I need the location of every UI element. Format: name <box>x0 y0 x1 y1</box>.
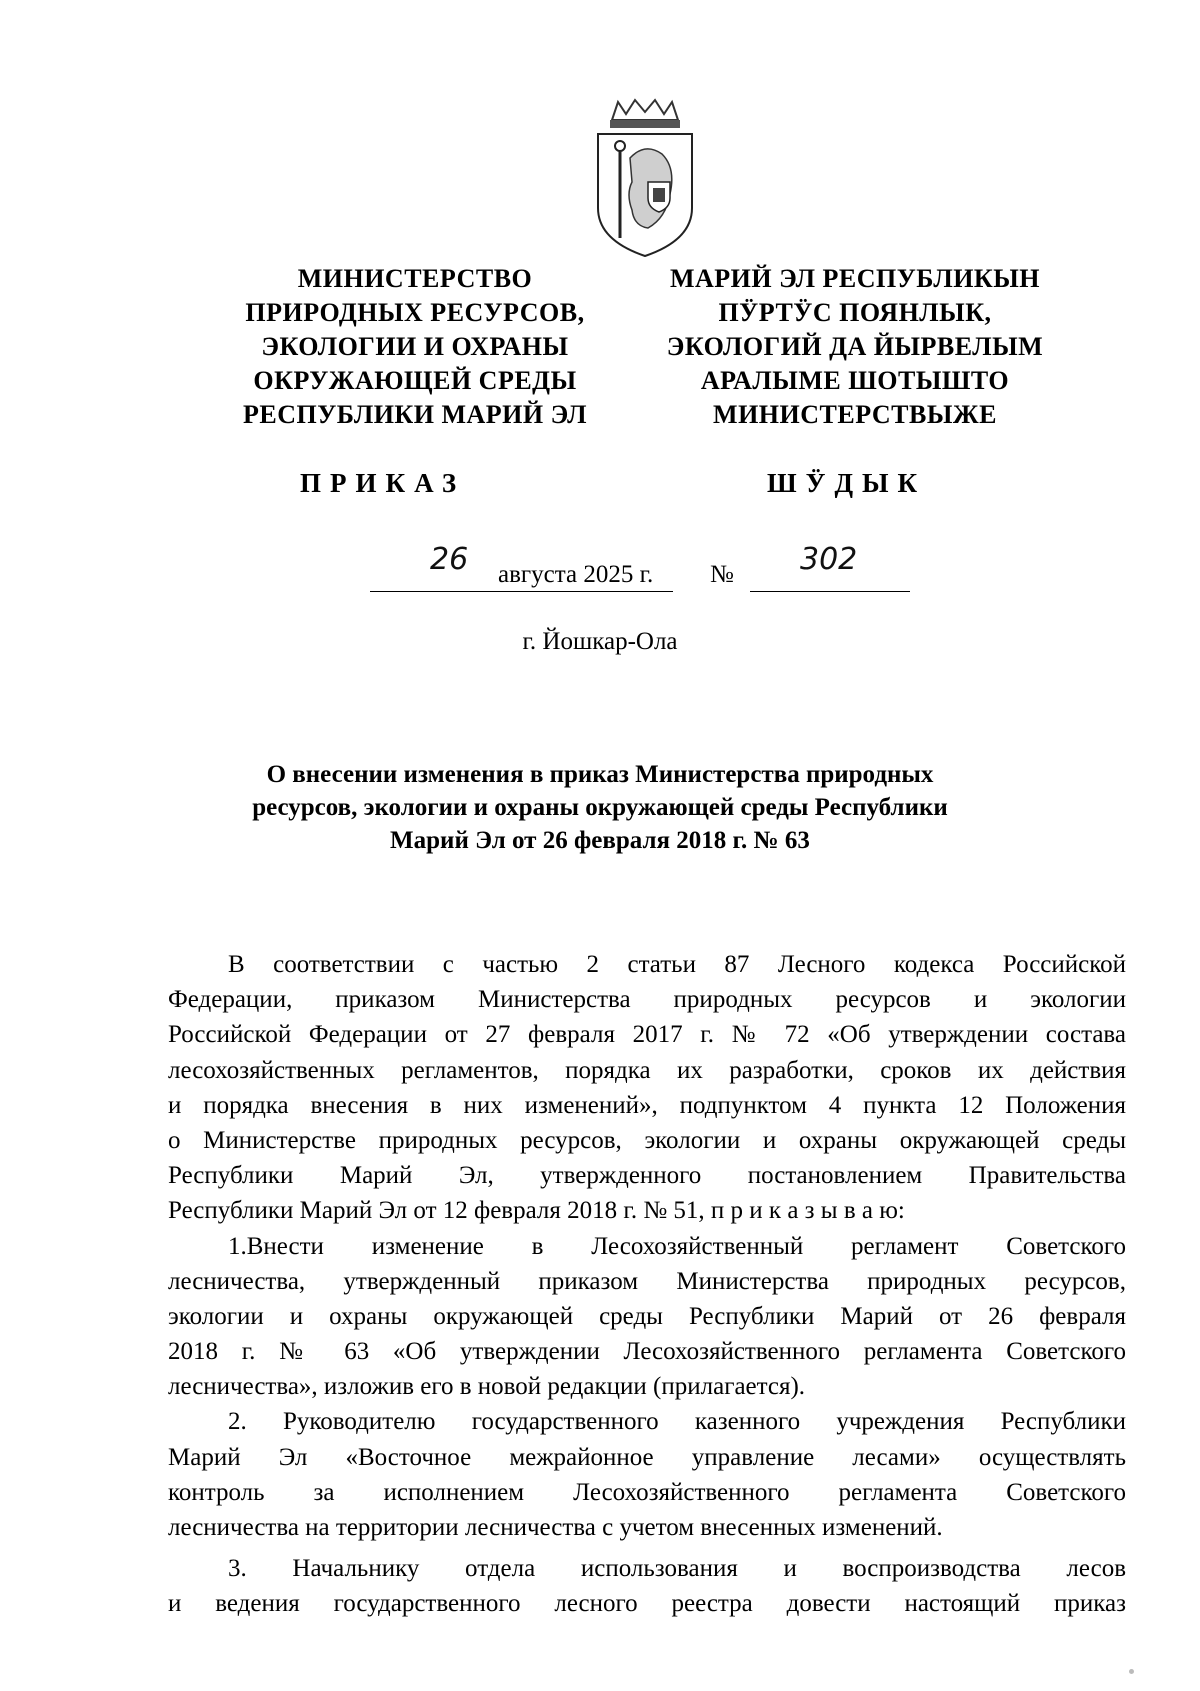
title-line: Марий Эл от 26 февраля 2018 г. № 63 <box>390 827 810 854</box>
date-day-handwritten: 26 <box>430 542 469 577</box>
header-right-line: ЭКОЛОГИЙ ДА ЙЫРВЕЛЫМ <box>666 332 1044 361</box>
date-underline <box>370 591 673 592</box>
body-line: контроль за исполнением Лесохозяйственного регламента Советского <box>168 1478 1126 1506</box>
date-month-year: августа 2025 г. <box>498 561 654 588</box>
body-line: 2018 г. № 63 «Об утверждении Лесохозяйственного регламента Советского <box>168 1338 1126 1366</box>
body-line: лесохозяйственных регламентов, порядка их разработки, сроков их действия <box>168 1056 1126 1084</box>
header-right-line: АРАЛЫМЕ ШОТЫШТО <box>700 366 1010 395</box>
header-left-line: МИНИСТЕРСТВО <box>297 264 533 293</box>
header-left-line: РЕСПУБЛИКИ МАРИЙ ЭЛ <box>242 400 588 429</box>
header-left-line: ЭКОЛОГИИ И ОХРАНЫ <box>261 332 569 361</box>
paragraph <box>168 1551 1126 1621</box>
coat-of-arms-emblem <box>590 98 700 260</box>
date-number-row <box>370 542 910 595</box>
body-line: о Министерстве природных ресурсов, экологии и охраны окружающей среды <box>168 1126 1126 1154</box>
header-right-line: МАРИЙ ЭЛ РЕСПУБЛИКЫН <box>669 264 1041 293</box>
city-line: г. Йошкар-Ола <box>522 628 678 655</box>
body-line: и ведения государственного лесного реестра довести настоящий приказ <box>168 1590 1126 1618</box>
header-left-line: ПРИРОДНЫХ РЕСУРСОВ, <box>245 298 585 327</box>
body-line: 1.Внести изменение в Лесохозяйственный регламент Советского <box>228 1232 1126 1260</box>
body-line: и порядка внесения в них изменений», подпунктом 4 пункта 12 Положения <box>168 1091 1126 1119</box>
body-line: экологии и охраны окружающей среды Республики Марий от 26 февраля <box>168 1302 1126 1330</box>
body-line: лесничества», изложив его в новой редакции (прилагается). <box>168 1373 806 1401</box>
document-title <box>160 758 1040 857</box>
body-line: Марий Эл «Восточное межрайонное управление лесами» осуществлять <box>168 1443 1126 1471</box>
body-line: Российской Федерации от 27 февраля 2017 г. № 72 «Об утверждении состава <box>168 1021 1126 1049</box>
header-right-line: ПӰРТӰС ПОЯНЛЫК, <box>718 298 992 327</box>
body-line: 3. Начальнику отдела использования и воспроизводства лесов <box>228 1555 1126 1583</box>
body-line: В соответствии с частью 2 статьи 87 Лесного кодекса Российской <box>228 951 1126 978</box>
ministry-name-russian <box>205 262 625 432</box>
title-line: ресурсов, экологии и охраны окружающей среды Республики <box>252 794 948 821</box>
body-line: 2. Руководителю государственного казенного учреждения Республики <box>228 1408 1126 1436</box>
number-sign: № <box>710 561 734 588</box>
body-line: лесничества, утвержденный приказом Министерства природных ресурсов, <box>168 1267 1126 1295</box>
body-line: Федерации, приказом Министерства природных ресурсов и экологии <box>168 986 1126 1014</box>
document-body <box>168 947 1126 1622</box>
header-left-line: ОКРУЖАЮЩЕЙ СРЕДЫ <box>253 366 577 395</box>
body-line: Республики Марий Эл от 12 февраля 2018 г. № 51, п р и к а з ы в а ю: <box>168 1197 905 1225</box>
scan-artifact-dot <box>1129 1669 1134 1674</box>
doc-number-handwritten: 302 <box>800 542 858 577</box>
paragraph <box>168 947 1126 1229</box>
number-underline <box>750 591 910 592</box>
doc-type-mari: ШӰДЫК <box>767 468 927 498</box>
ministry-name-mari <box>630 262 1080 432</box>
doc-type-russian: ПРИКАЗ <box>300 468 466 498</box>
body-line: лесничества на территории лесничества с учетом внесенных изменений. <box>168 1514 943 1541</box>
paragraph <box>168 1229 1126 1405</box>
paragraph <box>168 1404 1126 1545</box>
body-line: Республики Марий Эл, утвержденного постановлением Правительства <box>168 1162 1126 1190</box>
title-line: О внесении изменения в приказ Министерства природных <box>266 761 934 788</box>
header-right-line: МИНИСТЕРСТВЫЖЕ <box>713 400 997 429</box>
